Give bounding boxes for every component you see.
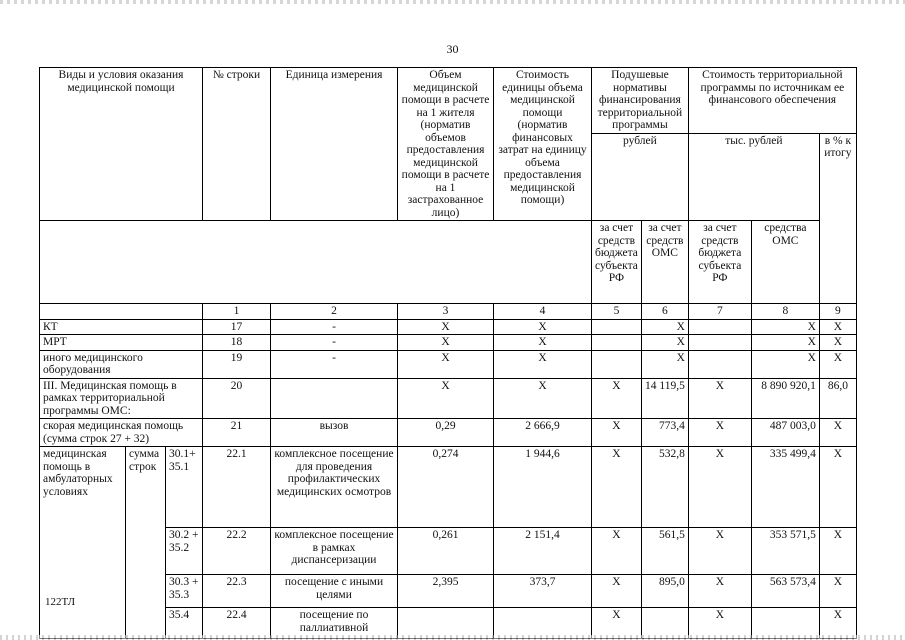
row-volume: X — [398, 335, 494, 351]
row-unit-cost: 373,7 — [494, 575, 592, 608]
row-unit: комплексное посещение для проведения профилактических медицинских осмотров — [271, 447, 398, 528]
row-cost-oms: 353 571,5 — [751, 528, 819, 575]
row-volume: 0,274 — [398, 447, 494, 528]
row-sum-lines: 30.3 + 35.3 — [166, 575, 203, 608]
row-percent: X — [819, 575, 856, 608]
row-percent: X — [819, 319, 856, 335]
row-volume — [398, 608, 494, 639]
scan-top-edge — [0, 0, 905, 4]
row-volume: X — [398, 350, 494, 378]
header-percap-oms: за счет средств ОМС — [641, 221, 688, 304]
row-unit: посещение с иными целями — [271, 575, 398, 608]
row-percap-oms: X — [641, 319, 688, 335]
financing-table — [39, 67, 857, 639]
row-cost-oms: X — [751, 335, 819, 351]
colnum: 3 — [398, 304, 494, 320]
row-percap-budget: X — [592, 378, 642, 419]
colnum: 6 — [641, 304, 688, 320]
table-row — [40, 350, 857, 378]
row-percap-budget: X — [592, 608, 642, 639]
row-percent: X — [819, 350, 856, 378]
row-volume: 0,261 — [398, 528, 494, 575]
row-percap-oms: 14 119,5 — [641, 378, 688, 419]
header-per-capita — [592, 68, 689, 134]
row-cost-oms: X — [751, 319, 819, 335]
row-unit-cost: X — [494, 350, 592, 378]
colnum: 7 — [688, 304, 751, 320]
colnum: 2 — [271, 304, 398, 320]
row-percent: X — [819, 608, 856, 639]
row-line-no: 21 — [203, 419, 271, 447]
row-percap-oms — [641, 608, 688, 639]
row-cost-oms: X — [751, 350, 819, 378]
row-percap-budget — [592, 350, 642, 378]
row-percent: X — [819, 528, 856, 575]
row-sum-lines: 30.2 + 35.2 — [166, 528, 203, 575]
row-percap-oms: 532,8 — [641, 447, 688, 528]
row-sum-lines: 35.4 — [166, 608, 203, 639]
row-percap-oms: X — [641, 335, 688, 351]
row-percap-oms: 561,5 — [641, 528, 688, 575]
amb-name: медицинская помощь в амбулаторных условиях — [40, 447, 126, 639]
row-line-no: 22.3 — [203, 575, 271, 608]
row-unit-cost: 1 944,6 — [494, 447, 592, 528]
header-program-cost — [688, 68, 856, 134]
row-line-no: 19 — [203, 350, 271, 378]
table-row — [40, 335, 857, 351]
row-cost-budget: X — [688, 575, 751, 608]
row-name: скорая медицинская помощь (сумма строк 27 + 32) — [40, 419, 203, 447]
row-percap-budget: X — [592, 447, 642, 528]
scan-bottom-edge — [0, 635, 905, 640]
row-percent: 86,0 — [819, 378, 856, 419]
header-program-cost-title: Стоимость территориальной программы по источникам ее финансового обеспечения — [700, 69, 845, 106]
row-cost-budget — [688, 335, 751, 351]
colnum-empty — [40, 304, 203, 320]
row-line-no: 17 — [203, 319, 271, 335]
header-per-capita-title: Подушевые нормативы финансирования территориальной программы — [597, 69, 683, 131]
row-unit: посещение по паллиативной — [271, 608, 398, 639]
row-percap-budget: X — [592, 419, 642, 447]
row-cost-budget: X — [688, 528, 751, 575]
header-unit: Единица измерения — [271, 68, 398, 221]
header-thousand-rubles: тыс. рублей — [688, 133, 819, 221]
amb-sum-label: сумма строк — [126, 447, 166, 639]
table-row — [40, 419, 857, 447]
row-unit-cost: X — [494, 319, 592, 335]
header-cost-budget: за счет средств бюджета субъекта РФ — [688, 221, 751, 304]
row-percap-budget: X — [592, 528, 642, 575]
row-volume: X — [398, 378, 494, 419]
colnum: 4 — [494, 304, 592, 320]
row-unit: комплексное посещение в рамках диспансеризации — [271, 528, 398, 575]
header-rubles: рублей — [592, 133, 689, 221]
row-unit: - — [271, 319, 398, 335]
row-unit-cost: 2 666,9 — [494, 419, 592, 447]
table-row — [40, 378, 857, 419]
row-cost-oms: 8 890 920,1 — [751, 378, 819, 419]
row-unit-cost: X — [494, 378, 592, 419]
row-line-no: 18 — [203, 335, 271, 351]
header-unit-cost: Стоимость единицы объема медицинской помощи (норматив финансовых затрат на единицу объема предоставления медицинской помощи) — [494, 68, 592, 221]
table-row — [40, 319, 857, 335]
row-cost-budget: X — [688, 378, 751, 419]
row-volume: X — [398, 319, 494, 335]
row-percap-budget: X — [592, 575, 642, 608]
header-volume: Объем медицинской помощи в расчете на 1 жителя (норматив объемов предоставления медицинской помощи в расчете на 1 застрахованное лицо) — [398, 68, 494, 221]
row-cost-budget: X — [688, 608, 751, 639]
row-cost-budget — [688, 319, 751, 335]
header-spacer — [40, 221, 592, 304]
row-percap-oms: 895,0 — [641, 575, 688, 608]
row-name: МРТ — [40, 335, 203, 351]
row-volume: 0,29 — [398, 419, 494, 447]
row-name: иного медицинского оборудования — [40, 350, 203, 378]
page-number: 30 — [446, 42, 459, 56]
colnum: 9 — [819, 304, 856, 320]
row-percent: X — [819, 447, 856, 528]
row-cost-oms: 335 499,4 — [751, 447, 819, 528]
row-line-no: 22.2 — [203, 528, 271, 575]
row-unit — [271, 378, 398, 419]
row-line-no: 22.4 — [203, 608, 271, 639]
row-unit: - — [271, 350, 398, 378]
row-cost-budget — [688, 350, 751, 378]
header-row — [40, 68, 857, 134]
row-cost-budget: X — [688, 447, 751, 528]
row-name: III. Медицинская помощь в рамках территориальной программы ОМС: — [40, 378, 203, 419]
row-sum-lines: 30.1+ 35.1 — [166, 447, 203, 528]
row-cost-oms — [751, 608, 819, 639]
row-percap-budget — [592, 335, 642, 351]
colnum: 8 — [751, 304, 819, 320]
row-cost-oms: 487 003,0 — [751, 419, 819, 447]
row-percap-oms: 773,4 — [641, 419, 688, 447]
header-line-no: № строки — [203, 68, 271, 221]
header-percap-budget: за счет средств бюджета субъекта РФ — [592, 221, 642, 304]
footer-code: 122ТЛ — [45, 596, 76, 608]
row-percap-budget — [592, 319, 642, 335]
row-line-no: 20 — [203, 378, 271, 419]
row-volume: 2,395 — [398, 575, 494, 608]
row-percent: X — [819, 335, 856, 351]
header-cost-oms: средства ОМС — [751, 221, 819, 304]
colnum: 1 — [203, 304, 271, 320]
table-row — [40, 447, 857, 528]
row-unit-cost: X — [494, 335, 592, 351]
row-cost-oms: 563 573,4 — [751, 575, 819, 608]
colnum: 5 — [592, 304, 642, 320]
row-percap-oms: X — [641, 350, 688, 378]
row-unit: - — [271, 335, 398, 351]
header-subrow-2 — [40, 221, 857, 304]
header-percent: в % к итогу — [819, 133, 856, 304]
row-percent: X — [819, 419, 856, 447]
row-cost-budget: X — [688, 419, 751, 447]
row-unit-cost: 2 151,4 — [494, 528, 592, 575]
row-name: КТ — [40, 319, 203, 335]
row-unit-cost — [494, 608, 592, 639]
row-line-no: 22.1 — [203, 447, 271, 528]
column-numbers-row — [40, 304, 857, 320]
header-kind: Виды и условия оказания медицинской помощи — [40, 68, 203, 221]
row-unit: вызов — [271, 419, 398, 447]
